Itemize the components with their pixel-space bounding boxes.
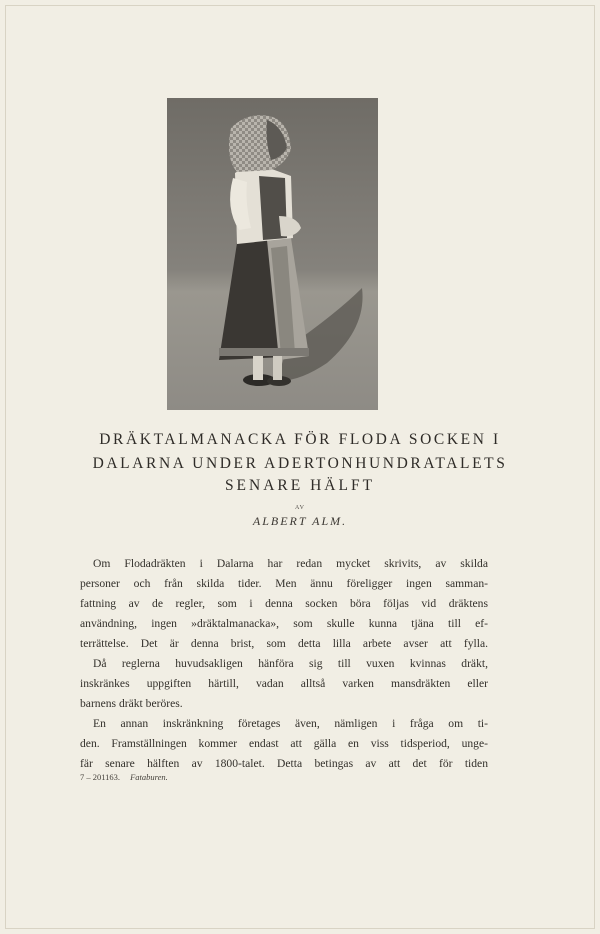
body-text-line: Då reglerna huvudsakligen hänföra sig till vuxen kvinnas dräkt, xyxy=(93,657,488,670)
body-text-line: inskränkes uppgiften härtill, vadan alltså varken mansdräkten eller xyxy=(80,677,488,690)
article-title-line-3: SENARE HÄLFT xyxy=(224,477,376,494)
body-text-line: den. Framställningen kommer endast att gälla en viss tidsperiod, unge- xyxy=(80,737,488,750)
article-title-line-1: DRÄKTALMANACKA FÖR FLODA SOCKEN I xyxy=(99,431,501,448)
photograph xyxy=(167,98,378,410)
body-text-line: En annan inskränkning företages även, nämligen i fråga om ti- xyxy=(93,717,488,730)
body-text-line: fattning av de regler, som i denna socken böra följas vid dräktens xyxy=(80,597,488,610)
body-text-line: användning, ingen »dräktalmanacka», som skulle kunna tjäna till ef- xyxy=(80,617,488,630)
article-title-line-2: DALARNA UNDER ADERTONHUNDRATALETS xyxy=(92,455,508,472)
footer-code: 7 – 201163. xyxy=(80,772,121,782)
page-footer xyxy=(80,772,168,782)
photo-girl-in-folk-costume-icon xyxy=(167,98,378,410)
body-text-line: Om Flodadräkten i Dalarna har redan mycket skrivits, av skilda xyxy=(93,557,488,570)
body-text-line: barnens dräkt beröres. xyxy=(80,697,183,710)
byline-preposition: AV xyxy=(295,505,305,511)
footer-publication: Fataburen. xyxy=(130,772,168,782)
body-text-line: terrättelse. Det är denna brist, som detta lilla arbete avser att fylla. xyxy=(80,637,488,650)
body-text-line: personer och från skilda tider. Men ännu föreligger ingen samman- xyxy=(80,577,488,590)
body-text-line: fär senare hälften av 1800-talet. Detta betingas av att det för tiden xyxy=(80,757,488,770)
author-name: ALBERT ALM. xyxy=(252,514,348,528)
